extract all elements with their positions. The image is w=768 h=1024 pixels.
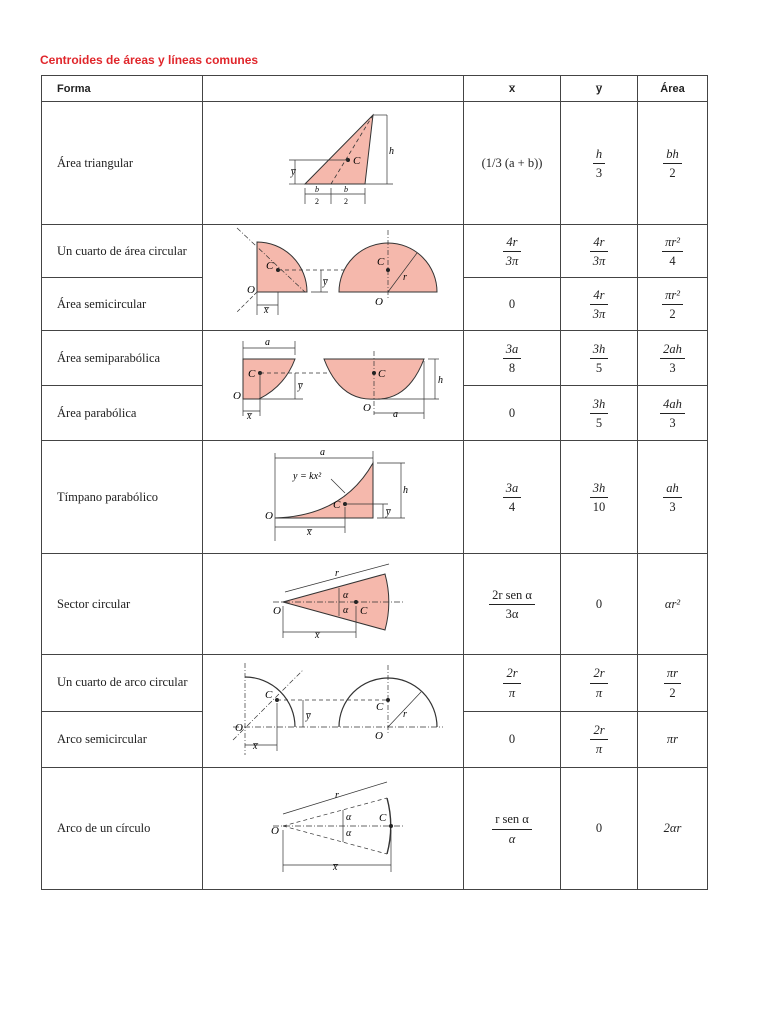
ybar-label: y̅ — [323, 277, 328, 288]
xbar-fraction: $\frac{3a}{8}$ — [503, 343, 522, 375]
b-label: b — [344, 185, 348, 194]
ybar-fraction: $\frac{3h}{5}$ — [590, 343, 609, 375]
area-cell — [638, 554, 708, 655]
ybar-fraction: $\frac{h}{3}$ — [593, 148, 605, 180]
shape-name: Área semicircular — [42, 278, 203, 331]
xbar-fraction: $\frac{3a}{4}$ — [503, 482, 522, 514]
table-row — [42, 554, 708, 655]
figure-cell — [203, 655, 464, 768]
ybar-cell — [561, 386, 638, 441]
ybar-cell — [561, 102, 638, 225]
centroid-label: C — [265, 689, 273, 701]
figure-cell — [203, 102, 464, 225]
curve-label: y = kx² — [293, 471, 322, 482]
centroid-label: C — [377, 256, 385, 268]
ybar-cell — [561, 441, 638, 554]
centroid-label: C — [376, 701, 384, 713]
area-value: πr — [666, 731, 679, 746]
xbar-cell — [464, 331, 561, 386]
page-title: Centroides de áreas y líneas comunes — [40, 53, 259, 67]
ybar-cell — [561, 768, 638, 890]
xbar-label: x̅ — [253, 741, 258, 752]
xbar-label: x̅ — [247, 411, 252, 422]
xbar-cell — [464, 768, 561, 890]
figure-cell — [203, 554, 464, 655]
centroid-label: C — [248, 368, 256, 380]
radius-label: r — [403, 709, 407, 720]
table-row — [42, 441, 708, 554]
area-value: αr² — [664, 596, 681, 611]
figure-cell — [203, 225, 464, 331]
origin-label: O — [273, 605, 281, 617]
centroid-label: C — [360, 605, 368, 617]
area-cell — [638, 711, 708, 768]
circle-arc-figure — [203, 768, 463, 884]
a-label: a — [265, 337, 270, 348]
alpha-label: α — [346, 828, 352, 839]
arc-figure — [203, 655, 463, 762]
figure-cell — [203, 768, 464, 890]
xbar-value: 0 — [508, 405, 516, 420]
shape-name: Un cuarto de área circular — [42, 225, 203, 278]
area-value: 2αr — [663, 821, 682, 835]
shape-name: Arco de un círculo — [42, 768, 203, 890]
ybar-cell — [561, 554, 638, 655]
area-fraction: $\frac{\text{πr²}}{2}$ — [662, 289, 683, 321]
ybar-fraction: $\frac{4r}{3\pi}$ — [590, 289, 609, 321]
area-fraction: $\frac{\text{πr²}}{4}$ — [662, 236, 683, 268]
area-cell — [638, 441, 708, 554]
ybar-fraction: $\frac{2r}{\pi}$ — [590, 667, 607, 699]
origin-label: O — [233, 390, 241, 402]
xbar-fraction: $\frac{4r}{3\pi}$ — [503, 236, 522, 268]
alpha-label: α — [343, 590, 349, 601]
shape-name: Área triangular — [42, 102, 203, 225]
two-label: 2 — [315, 197, 319, 206]
xbar-cell — [464, 554, 561, 655]
origin-label: O — [247, 284, 255, 296]
xbar-fraction: $\frac{\text{r sen α}}{\alpha}$ — [492, 813, 532, 845]
height-label: h — [389, 146, 394, 157]
ybar-cell — [561, 331, 638, 386]
ybar-fraction: $\frac{2r}{\pi}$ — [590, 724, 607, 756]
ybar-label: y̅ — [298, 381, 303, 392]
xbar-cell — [464, 278, 561, 331]
ybar-label: y̅ — [386, 507, 391, 518]
xbar-fraction: $\frac{2r}{\pi}$ — [503, 667, 520, 699]
table-row — [42, 102, 708, 225]
area-cell — [638, 102, 708, 225]
radius-label: r — [403, 272, 407, 283]
centroid-label: C — [333, 499, 341, 511]
figure-cell — [203, 441, 464, 554]
ybar-fraction: $\frac{3h}{10}$ — [590, 482, 609, 514]
ybar-cell — [561, 278, 638, 331]
shape-name: Área parabólica — [42, 386, 203, 441]
header-area: Área — [638, 76, 708, 102]
ybar-fraction: $\frac{4r}{3\pi}$ — [590, 236, 609, 268]
figure-cell — [203, 331, 464, 441]
ybar-value: 0 — [595, 821, 603, 835]
area-cell — [638, 768, 708, 890]
table-row — [42, 655, 708, 712]
ybar-fraction: $\frac{3h}{5}$ — [590, 398, 609, 430]
centroid-label: C — [378, 368, 386, 380]
origin-label: O — [375, 296, 383, 308]
area-cell — [638, 225, 708, 278]
ybar-label: y̅ — [306, 711, 311, 722]
height-label: h — [403, 485, 408, 496]
shape-name: Arco semicircular — [42, 711, 203, 768]
origin-label: O — [363, 402, 371, 414]
xbar-cell — [464, 225, 561, 278]
area-fraction: $\frac{bh}{2}$ — [663, 148, 682, 180]
header-figure — [203, 76, 464, 102]
alpha-label: α — [343, 605, 349, 616]
circle-area-figure — [203, 225, 463, 325]
centroid-label: C — [379, 812, 387, 824]
shape-name: Sector circular — [42, 554, 203, 655]
ybar-label: y̅ — [291, 167, 296, 178]
shape-name: Área semiparabólica — [42, 331, 203, 386]
xbar-label: x̅ — [333, 862, 338, 873]
shape-name: Un cuarto de arco circular — [42, 655, 203, 712]
a-label: a — [320, 447, 325, 458]
origin-label: O — [235, 722, 243, 734]
xbar-fraction: $\frac{\text{2r sen α}}{3\alpha}$ — [489, 589, 535, 621]
b-label: b — [315, 185, 319, 194]
xbar-cell — [464, 386, 561, 441]
triangle-figure — [203, 102, 463, 219]
ybar-cell — [561, 225, 638, 278]
xbar-value: (1/3 (a + b)) — [481, 155, 543, 170]
alpha-label: α — [346, 812, 352, 823]
area-fraction: $\frac{\pi r}{2}$ — [664, 667, 681, 699]
table-row — [42, 768, 708, 890]
xbar-value: 0 — [508, 296, 516, 311]
xbar-cell — [464, 441, 561, 554]
ybar-cell — [561, 711, 638, 768]
ybar-value: 0 — [595, 596, 603, 611]
a-label: a — [393, 409, 398, 420]
xbar-label: x̅ — [307, 527, 312, 538]
table-row — [42, 331, 708, 386]
xbar-cell — [464, 711, 561, 768]
centroid-label: C — [266, 260, 274, 272]
xbar-label: x̅ — [315, 630, 320, 641]
area-fraction: $\frac{2ah}{3}$ — [660, 343, 685, 375]
radius-label: r — [335, 790, 339, 801]
origin-label: O — [265, 510, 273, 522]
ybar-cell — [561, 655, 638, 712]
area-cell — [638, 386, 708, 441]
centroid-label: C — [353, 155, 361, 167]
area-cell — [638, 278, 708, 331]
origin-label: O — [375, 730, 383, 742]
spandrel-figure — [203, 441, 463, 548]
area-cell — [638, 655, 708, 712]
header-ybar: y̅ — [561, 76, 638, 102]
radius-label: r — [335, 568, 339, 579]
xbar-cell — [464, 102, 561, 225]
two-label: 2 — [344, 197, 348, 206]
height-label: h — [438, 375, 443, 386]
centroid-table — [41, 75, 708, 890]
header-row — [42, 76, 708, 102]
origin-label: O — [271, 825, 279, 837]
area-fraction: $\frac{4ah}{3}$ — [660, 398, 685, 430]
xbar-value: 0 — [508, 731, 516, 746]
area-fraction: $\frac{ah}{3}$ — [663, 482, 682, 514]
header-forma: Forma — [42, 76, 203, 102]
xbar-cell — [464, 655, 561, 712]
header-xbar: x̅ — [464, 76, 561, 102]
shape-name: Tímpano parabólico — [42, 441, 203, 554]
xbar-label: x̅ — [264, 305, 269, 316]
area-cell — [638, 331, 708, 386]
parabolic-area-figure — [203, 331, 463, 435]
table-row — [42, 225, 708, 278]
sector-figure — [203, 554, 463, 649]
